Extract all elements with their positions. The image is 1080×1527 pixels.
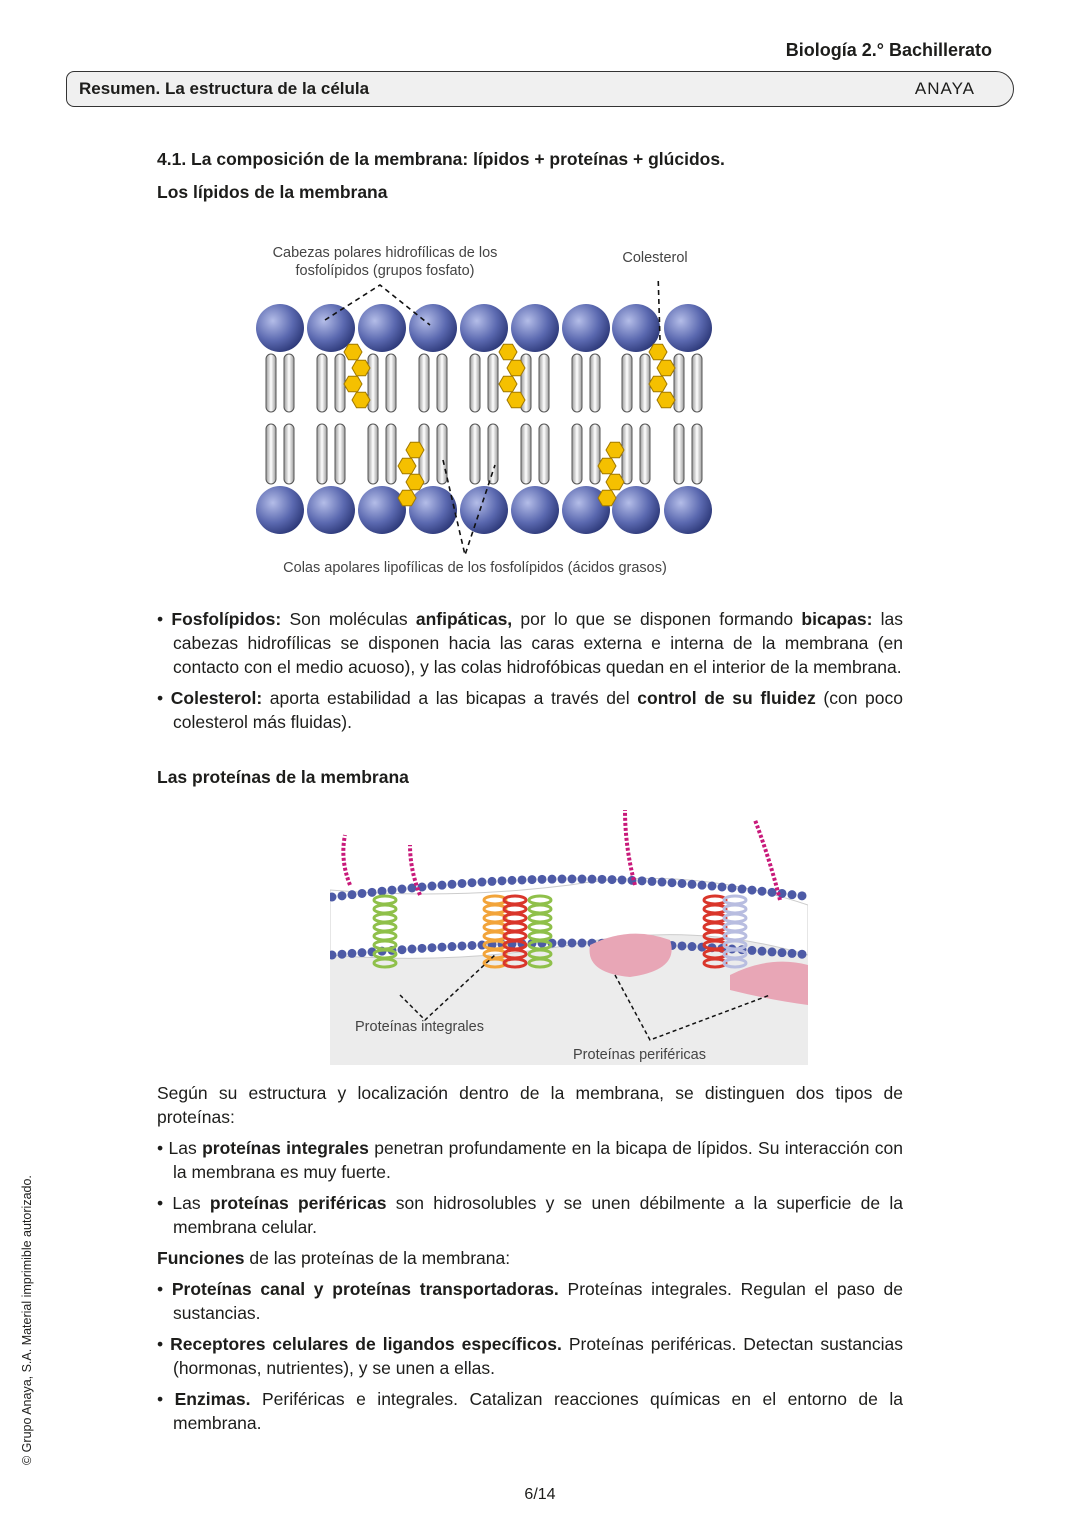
fatty-acid-tail <box>692 424 702 484</box>
phospholipid-head <box>758 947 767 956</box>
proteins-text <box>157 1081 903 1435</box>
text: Son moléculas <box>281 609 416 629</box>
text: aporta estabilidad a las bicapas a través del <box>262 688 638 708</box>
phospholipid-head <box>408 945 417 954</box>
fatty-acid-tail <box>572 354 582 412</box>
bold-text: bicapas: <box>801 609 873 629</box>
fatty-acid-tail <box>437 354 447 412</box>
bold-text: proteínas integrales <box>202 1138 369 1158</box>
phosphate-head <box>612 486 660 534</box>
cholesterol-ring <box>598 458 616 474</box>
bullet-item <box>157 1136 903 1184</box>
phospholipid-head <box>698 881 707 890</box>
phospholipid-head <box>448 942 457 951</box>
fatty-acid-tail <box>386 424 396 484</box>
phospholipid-head <box>548 875 557 884</box>
phosphate-head <box>460 304 508 352</box>
bold-text: Funciones <box>157 1248 245 1268</box>
text: Proteínas integrales. Regulan el paso de sustancias. <box>173 1279 904 1323</box>
fatty-acid-tail <box>470 424 480 484</box>
cholesterol-ring <box>406 474 424 490</box>
cholesterol-ring <box>507 360 525 376</box>
phospholipid-head <box>488 877 497 886</box>
phosphate-head <box>307 486 355 534</box>
fatty-acid-tail <box>284 424 294 484</box>
phosphate-head <box>256 486 304 534</box>
bold-text: control de su fluidez <box>637 688 816 708</box>
anaya-logo: ANAYA <box>914 79 975 98</box>
proteins-intro <box>157 1081 903 1129</box>
bold-text: Colesterol: <box>170 688 263 708</box>
phospholipid-head <box>368 888 377 897</box>
fatty-acid-tail <box>539 354 549 412</box>
fatty-acid-tail <box>590 354 600 412</box>
fatty-acid-tail <box>622 354 632 412</box>
phosphate-head <box>460 486 508 534</box>
phospholipid-head <box>658 878 667 887</box>
proteins-heading: Las proteínas de la membrana <box>157 767 409 787</box>
fatty-acid-tail <box>335 354 345 412</box>
fatty-acid-tail <box>539 424 549 484</box>
phospholipid-head <box>558 875 567 884</box>
text: Según su estructura y localización dentro de la membrana, se distinguen dos tipos de proteínas: <box>157 1083 903 1127</box>
cholesterol-ring <box>406 442 424 458</box>
document-title: Resumen. La estructura de la célula <box>79 79 370 98</box>
text: Periféricas e integrales. Catalizan reacciones químicas en el entorno de la membrana. <box>173 1389 903 1433</box>
phosphate-head <box>358 304 406 352</box>
phospholipid-head <box>678 941 687 950</box>
phospholipid-head <box>458 879 467 888</box>
section-title: 4.1. La composición de la membrana: lípidos + proteínas + glúcidos. <box>157 149 725 169</box>
phosphate-head <box>256 304 304 352</box>
phospholipid-head <box>568 939 577 948</box>
fatty-acid-tail <box>470 354 480 412</box>
phospholipid-head <box>748 946 757 955</box>
label-cholesterol: Colesterol <box>622 250 688 266</box>
fatty-acid-tail <box>640 354 650 412</box>
phospholipid-head <box>478 878 487 887</box>
phospholipid-head <box>568 875 577 884</box>
phospholipid-head <box>788 949 797 958</box>
phosphate-head <box>664 304 712 352</box>
fatty-acid-tail <box>488 354 498 412</box>
glycan-chain <box>343 835 350 885</box>
phospholipid-head <box>578 875 587 884</box>
phospholipid-head <box>778 948 787 957</box>
phospholipid-head <box>668 878 677 887</box>
phospholipid-head <box>438 881 447 890</box>
cholesterol-ring <box>649 376 667 392</box>
page-number: 6/14 <box>524 1486 556 1503</box>
phospholipid-head <box>798 891 807 900</box>
cholesterol-ring <box>499 344 517 360</box>
cholesterol-ring <box>606 442 624 458</box>
fatty-acid-tail <box>590 424 600 484</box>
phospholipid-head <box>558 939 567 948</box>
glycan-chain <box>755 820 780 900</box>
phospholipid-head <box>588 875 597 884</box>
phospholipid-head <box>498 876 507 885</box>
phosphate-head <box>664 486 712 534</box>
phospholipid-head <box>708 882 717 891</box>
header-bar <box>66 71 1014 107</box>
glycan-chain <box>625 810 635 885</box>
text: (con poco colesterol más fluidas). <box>173 688 903 732</box>
fatty-acid-tail <box>368 354 378 412</box>
cholesterol-ring <box>398 490 416 506</box>
phospholipid-head <box>678 879 687 888</box>
text: por lo que se disponen formando <box>512 609 802 629</box>
cholesterol-ring <box>499 376 517 392</box>
phospholipid-head <box>448 880 457 889</box>
cholesterol-ring <box>352 392 370 408</box>
text: de las proteínas de la membrana: <box>244 1248 511 1268</box>
phospholipid-head <box>738 885 747 894</box>
fatty-acid-tail <box>692 354 702 412</box>
phospholipid-head <box>518 875 527 884</box>
bold-text: Fosfolípidos: <box>171 609 282 629</box>
phospholipid-head <box>348 890 357 899</box>
phospholipid-head <box>348 949 357 958</box>
phosphate-head <box>511 486 559 534</box>
bold-text: Proteínas canal y proteínas transportadoras. <box>171 1279 559 1299</box>
phospholipid-head <box>538 875 547 884</box>
fatty-acid-tail <box>335 424 345 484</box>
fatty-acid-tail <box>266 424 276 484</box>
label-peripheral: Proteínas periféricas <box>573 1047 706 1063</box>
cholesterol-ring <box>657 360 675 376</box>
phospholipid-head <box>458 941 467 950</box>
cholesterol-ring <box>398 458 416 474</box>
lipid-bullets <box>157 607 903 734</box>
lipid-bilayer-diagram <box>250 280 730 560</box>
text: son hidrosolubles y se unen débilmente a la superficie de la membrana celular. <box>173 1193 903 1237</box>
fatty-acid-tail <box>266 354 276 412</box>
phospholipid-head <box>798 950 807 959</box>
fatty-acid-tail <box>572 424 582 484</box>
phospholipid-head <box>378 887 387 896</box>
phospholipid-head <box>418 944 427 953</box>
phospholipid-head <box>688 880 697 889</box>
phospholipid-head <box>338 891 347 900</box>
phospholipid-head <box>468 878 477 887</box>
bullet-item <box>157 1387 903 1435</box>
phospholipid-head <box>338 950 347 959</box>
phospholipid-head <box>428 882 437 891</box>
phospholipid-head <box>648 877 657 886</box>
text: penetran profundamente en la bicapa de lípidos. Su interacción con la membrana es muy fuerte. <box>173 1138 903 1182</box>
lipids-heading: Los lípidos de la membrana <box>157 182 388 202</box>
phospholipid-head <box>428 943 437 952</box>
phospholipid-head <box>398 885 407 894</box>
phospholipid-head <box>638 876 647 885</box>
label-tails: Colas apolares lipofílicas de los fosfolípidos (ácidos grasos) <box>283 560 667 576</box>
fatty-acid-tail <box>488 424 498 484</box>
phospholipid-head <box>358 889 367 898</box>
text: Las <box>172 1193 210 1213</box>
phosphate-head <box>409 304 457 352</box>
label-integral: Proteínas integrales <box>355 1019 484 1035</box>
cholesterol-ring <box>606 474 624 490</box>
cholesterol-ring <box>649 344 667 360</box>
phosphate-head <box>511 304 559 352</box>
label-heads: Cabezas polares hidrofílicas de los fosfolípidos (grupos fosfato) <box>272 245 498 279</box>
phospholipid-head <box>768 947 777 956</box>
bold-text: Enzimas. <box>174 1389 251 1409</box>
functions-intro <box>157 1246 903 1270</box>
phospholipid-head <box>438 943 447 952</box>
fatty-acid-tail <box>622 424 632 484</box>
phospholipid-head <box>398 945 407 954</box>
fatty-acid-tail <box>317 424 327 484</box>
phospholipid-head <box>598 875 607 884</box>
cholesterol-ring <box>598 490 616 506</box>
fatty-acid-tail <box>386 354 396 412</box>
phosphate-head <box>562 304 610 352</box>
cholesterol-ring <box>352 360 370 376</box>
phospholipid-head <box>578 939 587 948</box>
bold-text: proteínas periféricas <box>209 1193 387 1213</box>
subject-title: Biología 2.° Bachillerato <box>785 40 992 60</box>
phospholipid-head <box>788 890 797 899</box>
phosphate-head <box>358 486 406 534</box>
phospholipid-head <box>608 875 617 884</box>
fatty-acid-tail <box>284 354 294 412</box>
cholesterol-ring <box>507 392 525 408</box>
fatty-acid-tail <box>674 354 684 412</box>
text: las cabezas hidrofílicas se disponen hacia las caras externa e interna de la membrana (en contacto con el medio acuoso), y las colas hidrofóbicas quedan en el interior de la membrana. <box>173 609 903 677</box>
bullet-item <box>157 1191 903 1239</box>
phospholipid-head <box>718 882 727 891</box>
phospholipid-head <box>528 875 537 884</box>
cholesterol-ring <box>657 392 675 408</box>
phospholipid-head <box>468 941 477 950</box>
bold-text: anfipáticas, <box>415 609 513 629</box>
fatty-acid-tail <box>437 424 447 484</box>
cholesterol-ring <box>344 376 362 392</box>
text: Proteínas periféricas. Detectan sustancias (hormonas, nutrientes), y se unen a ellas. <box>173 1334 903 1378</box>
phospholipid-head <box>618 875 627 884</box>
fatty-acid-tail <box>640 424 650 484</box>
copyright-note: © Grupo Anaya, S.A. Material imprimible autorizado. <box>20 1175 34 1465</box>
bullet-item <box>157 607 903 679</box>
phospholipid-head <box>688 942 697 951</box>
phospholipid-head <box>388 886 397 895</box>
phospholipid-head <box>748 886 757 895</box>
phosphate-head <box>409 486 457 534</box>
bullet-item <box>157 1277 903 1325</box>
bold-text: Receptores celulares de ligandos específicos. <box>170 1334 562 1354</box>
text: Las <box>168 1138 203 1158</box>
phospholipid-head <box>358 948 367 957</box>
fatty-acid-tail <box>521 424 531 484</box>
bullet-item <box>157 686 903 734</box>
cholesterol-ring <box>344 344 362 360</box>
phospholipid-head <box>728 884 737 893</box>
phospholipid-head <box>508 876 517 885</box>
fatty-acid-tail <box>419 354 429 412</box>
bullet-item <box>157 1332 903 1380</box>
fatty-acid-tail <box>368 424 378 484</box>
fatty-acid-tail <box>674 424 684 484</box>
phospholipid-head <box>758 887 767 896</box>
fatty-acid-tail <box>317 354 327 412</box>
